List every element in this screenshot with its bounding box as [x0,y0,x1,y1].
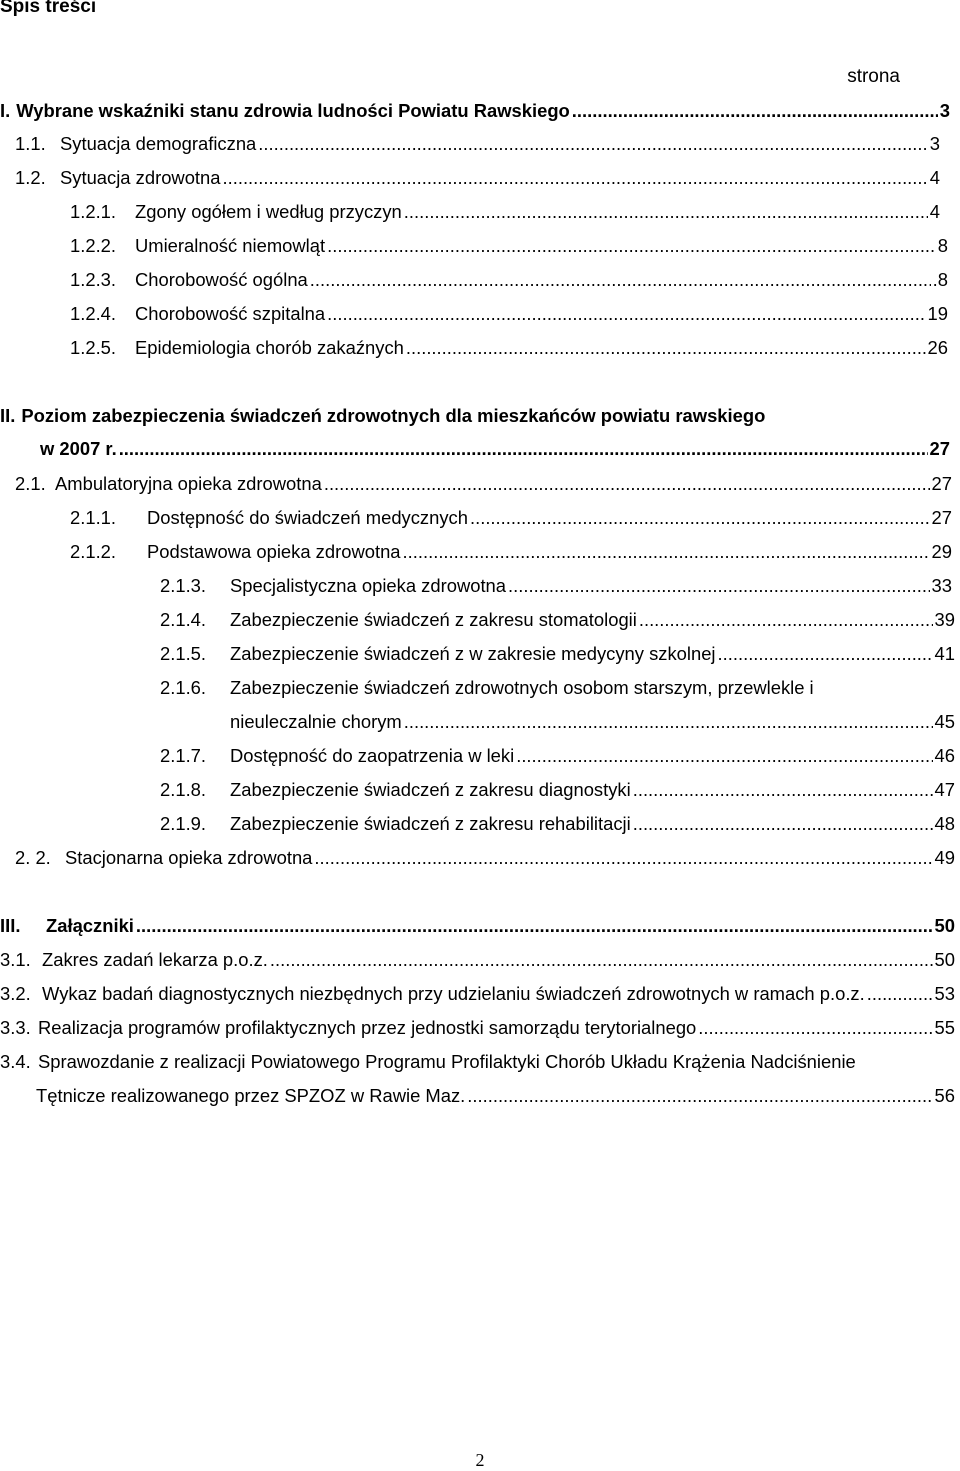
toc-entry-page: 4 [929,201,940,222]
toc-entry-page: 3 [939,100,950,121]
toc-entry-title: Stacjonarna opieka zdrowotna [65,847,313,868]
toc-entry-number: 1.2. [15,167,46,188]
toc-entry-number: 1.1. [15,133,46,154]
toc-entry-title: Załączniki [46,915,134,936]
toc-entry-number: 2.1.9. [160,813,207,834]
toc-entry-page: 27 [931,507,952,528]
dot-leader [572,100,938,122]
toc-entry [0,915,955,937]
toc-entry-title: Zabezpieczenie świadczeń z zakresu stomatologii [230,609,637,630]
toc-entry-title: Realizacja programów profilaktycznych przez jednostki samorządu terytorialnego [38,1017,697,1038]
toc-entry-title: Zabezpieczenie świadczeń z zakresu diagnostyki [230,779,631,800]
toc-entry-page: 53 [934,983,955,1004]
dot-leader [258,133,927,155]
toc-entry-title: Specjalistyczna opieka zdrowotna [230,575,507,596]
dot-leader [406,337,926,359]
toc-entry-number: 3.3. [0,1017,31,1038]
toc-entry-title: Dostępność do świadczeń medycznych [147,507,468,528]
toc-entry-number: 1.2.3. [70,269,117,290]
toc-entry [160,575,952,597]
toc-entry [15,847,955,869]
toc-entry-title: Wykaz badań diagnostycznych niezbędnych przy udzielaniu świadczeń zdrowotnych w ramach p.o.z. [42,983,865,1004]
toc-entry [0,100,950,122]
toc-entry-number: 2.1.1. [70,507,117,528]
toc-entry [160,779,955,801]
toc-entry [0,983,955,1005]
toc-entry-number: 2.1.7. [160,745,207,766]
toc-entry-page: 45 [934,711,955,732]
dot-leader [516,745,932,767]
toc-entry-number: 2.1.4. [160,609,207,630]
toc-entry-page: 50 [934,949,955,970]
toc-entry [70,269,948,291]
dot-leader [327,303,925,325]
toc-entry-number: 1.2.2. [70,235,117,256]
toc-entry-page: 8 [937,235,948,256]
toc-entry-title: nieuleczalnie chorym [230,711,402,732]
toc-entry-number: 3.1. [0,949,31,970]
toc-entry [36,1085,955,1107]
toc-entry-number: 2.1.3. [160,575,207,596]
toc-entry-title: Chorobowość ogólna [135,269,308,290]
toc-entry-number: 3.4. [0,1051,31,1072]
page-column-label: strona [847,66,900,87]
toc-entry-page: 26 [927,337,948,358]
toc-entry-number: 2.1.8. [160,779,207,800]
toc-entry-page: 47 [934,779,955,800]
toc-entry-page: 3 [929,133,940,154]
toc-entry [70,507,952,529]
dot-leader [470,507,930,529]
dot-leader [403,541,930,563]
toc-entry-page: 4 [929,167,940,188]
toc-entry-title: Zabezpieczenie świadczeń z w zakresie medycyny szkolnej [230,643,716,664]
toc-entry-page: 29 [931,541,952,562]
toc-entry-number: 1.2.1. [70,201,117,222]
toc-entry [0,1051,912,1073]
toc-entry-title: Sytuacja zdrowotna [60,167,221,188]
toc-entry-title: Zakres zadań lekarza p.o.z. [42,949,268,970]
dot-leader [718,643,933,665]
toc-entry-page: .8 [932,269,948,290]
toc-entry-title: Podstawowa opieka zdrowotna [147,541,401,562]
toc-entry-title: Ambulatoryjna opieka zdrowotna [55,473,322,494]
toc-entry-page: 33 [931,575,952,596]
page-number: 2 [475,1450,485,1470]
toc-entry [160,677,860,699]
toc-entry-title: Zabezpieczenie świadczeń z zakresu rehabilitacji [230,813,631,834]
toc-entry-number: 2.1.5. [160,643,207,664]
toc-entry-number: 1.2.4. [70,303,117,324]
toc-entry [160,745,955,767]
dot-leader [223,167,928,189]
dot-leader [327,235,936,257]
toc-entry-page: 46 [934,745,955,766]
toc-entry-number: II. [0,405,16,426]
dot-leader [314,847,932,869]
toc-entry [70,235,948,257]
toc-entry-page: 50 [934,915,955,936]
toc-entry-number: 2.1.6. [160,677,207,698]
toc-entry-page: 49 [934,847,955,868]
dot-leader [270,949,933,971]
toc-entry [15,133,940,155]
dot-leader [119,438,928,460]
toc-entry-page: 19 [927,303,948,324]
toc-entry-title: Zabezpieczenie świadczeń zdrowotnych osobom starszym, przewlekle i [230,677,814,698]
toc-entry [0,405,950,427]
toc-entry-title: Dostępność do zaopatrzenia w leki [230,745,515,766]
toc-heading: Spis treści [0,0,97,17]
toc-entry-title: Poziom zabezpieczenia świadczeń zdrowotnych dla mieszkańców powiatu rawskiego [21,405,766,426]
toc-entry [70,201,940,223]
toc-entry-number: 2. 2. [15,847,51,868]
dot-leader [467,1085,932,1107]
toc-entry-page: 27 [929,438,950,459]
toc-entry-page: 39 [934,609,955,630]
dot-leader [324,473,930,495]
toc-entry [0,1017,955,1039]
toc-entry [160,609,955,631]
toc-entry [70,337,948,359]
toc-entry-number: 3.2. [0,983,31,1004]
toc-entry [230,711,955,733]
toc-entry-number: III. [0,915,21,936]
toc-entry [15,167,940,189]
dot-leader [698,1017,932,1039]
toc-entry [40,438,950,460]
toc-entry-number: I. [0,100,11,121]
toc-entry-title: Wybrane wskaźniki stanu zdrowia ludności Powiatu Rawskiego [16,100,570,121]
dot-leader [633,779,933,801]
toc-entry-number: 2.1.2. [70,541,117,562]
toc-entry [70,303,948,325]
toc-entry-page: 48 [934,813,955,834]
toc-entry-title: Sytuacja demograficzna [60,133,257,154]
toc-entry-page: 56 [934,1085,955,1106]
toc-entry-number: 2.1. [15,473,46,494]
toc-entry-title: Umieralność niemowląt [135,235,326,256]
toc-entry-title: Epidemiologia chorób zakaźnych [135,337,404,358]
toc-entry-title: Tętnicze realizowanego przez SPZOZ w Rawie Maz. [36,1085,466,1106]
toc-entry [15,473,952,495]
toc-entry [70,541,952,563]
dot-leader [633,813,933,835]
toc-entry-title: Chorobowość szpitalna [135,303,326,324]
dot-leader [404,201,928,223]
toc-entry-title: Zgony ogółem i według przyczyn [135,201,402,222]
toc-entry [0,949,955,971]
dot-leader [639,609,933,631]
toc-entry-page: 27 [931,473,952,494]
toc-entry-page: 55 [934,1017,955,1038]
dot-leader [404,711,933,733]
toc-entry-page: 41 [934,643,955,664]
toc-entry [160,813,955,835]
dot-leader [310,269,931,291]
toc-entry-title: w 2007 r. [40,438,117,459]
toc-entry-title: Sprawozdanie z realizacji Powiatowego Programu Profilaktyki Chorób Układu Krążenia Nadciśnienie [38,1051,856,1072]
dot-leader [136,915,933,937]
toc-entry-number: 1.2.5. [70,337,117,358]
toc-entry [160,643,955,665]
dot-leader [508,575,930,597]
dot-leader [867,983,933,1005]
